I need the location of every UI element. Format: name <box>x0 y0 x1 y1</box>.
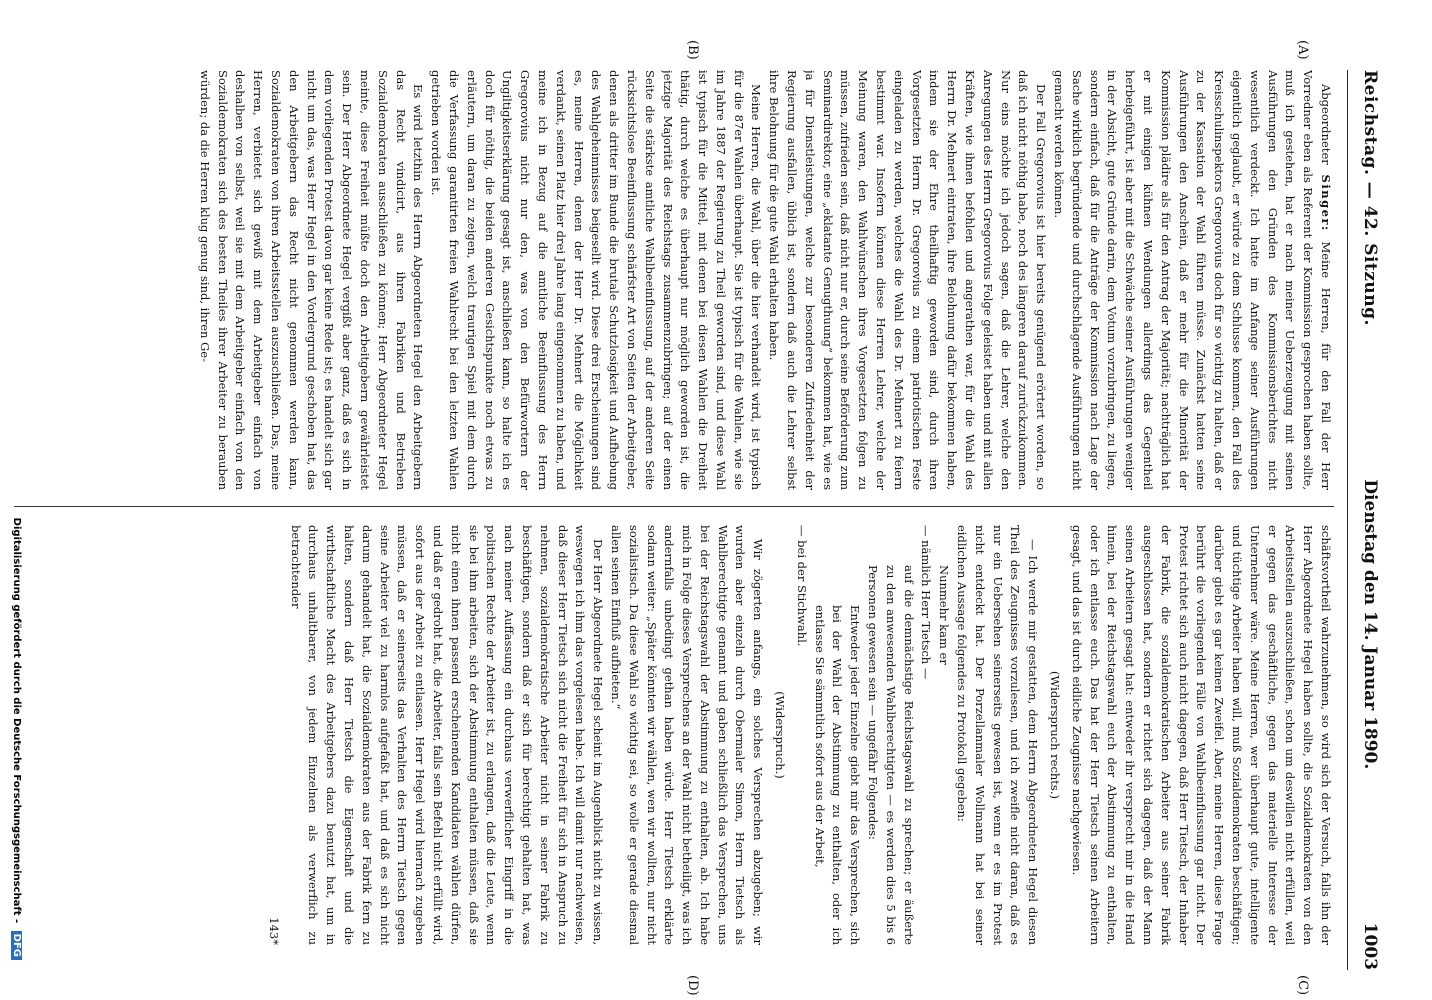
left-column <box>14 70 1334 490</box>
paragraph: schäftsvortheil wahrzunehmen, so wird sich der Versuch, falls ihn der Herr Abgeordnete Hegel haben sollte, die Sozialdemokraten von den Arbeitsstellen auszuschließen, schon um deswillen nicht erfüllen, weil er gegen das geschäftliche, gegen das materielle Interesse der Unternehmer wäre. Meine Herren, wer überhaupt gute, intelligente und tüchtige Arbeiter haben will, muß Sozialdemokraten beschäftigen; darüber giebt es gar keinen Zweifel. Aber, meine Herren, diese Frage berührt die vorliegenden Fälle von Wahlbeeinflussung gar nicht. Der Protest richtet sich auch nicht dagegen, daß Herr Tietsch, der Inhaber der Fabrik, die sozialdemokratischen Arbeiter aus seiner Fabrik ausgeschlossen hat, sondern er richtet sich dagegen, daß der Mann seinen Arbeitern gesagt hat: entweder ihr versprecht mir in die Hand hinein, bei der Reichstagswahl euch der Abstimmung zu enthalten, oder ich entlasse euch. Das hat der Herr Tietsch seinen Arbeitern gesagt, und das ist durch eidliche Zeugnisse nachgewiesen. <box>1069 525 1333 945</box>
paragraph: Der Fall Gregorovius ist hier bereits genügend erörtert worden, so daß ich nicht nöthig habe, noch des längeren darauf zurückzukommen. Nur eins möchte ich jedoch sagen, daß die Lehrer, welche den Anregungen des Herrn Gregorovius Folge geleistet haben und mit allen Kräften, wie ihnen befohlen und angerathen war, für die Wahl des Herrn Dr. Mehnert eintraten, ihre Belohnung dafür bekommen haben, indem sie der Ehre theilhaftig geworden sind, durch ihren Vorgesetzten Herrn Dr. Gregorovius zu einem patriotischen Feste eingeladen zu werden, welches die Wahl des Dr. Mehnert zu feiern bestimmt war. Insofern können diese Herren Lehrer, welche der Meinung waren, den Wahlwünschen ihres Vorgesetzten folgen zu müssen, zufrieden sein, daß nicht nur er, durch seine Beförderung zum Seminardirektor, eine „eklatante Genugthuung“ bekommen hat, wie es ja für Dienstleistungen, welche zur besonderen Zufriedenheit der Regierung ausfallen, üblich ist, sondern daß auch die Lehrer selbst ihre Belohnung für die gute Wahl erhalten haben. <box>767 70 1049 490</box>
paragraph: Der Herr Abgeordnete Hegel scheint im Augenblick nicht zu wissen, weswegen ich ihm das vorgelesen habe. Ich will damit nur nachweisen, daß dieser Herr Tietsch sich nicht die Freiheit für sich in Anspruch zu nehmen, sozialdemokratische Arbeiter nicht in seiner Fabrik zu beschäftigen, sondern daß er sich für berechtigt gehalten hat, was nach meiner Auffassung ein durchaus verwerflicher Eingriff in die politischen Rechte der Arbeiter ist, zu erlangen, daß die Leute, wenn sie bei ihm arbeiten, sich der Abstimmung enthalten müssen, daß sie nicht einen ihnen passend erscheinenden Kandidaten wählen dürfen, und daß er gedroht hat, die Arbeiter, falls sein Befehl nicht erfüllt wird, sofort aus der Arbeit zu entlassen. Herr Hegel wird hiernach zugeben müssen, daß er seinerseits das Verhalten des Herrn Tietsch gegen seine Arbeiter viel zu harmlos aufgefaßt hat, und daß es sich nicht darum gehandelt hat, die Sozialdemokraten aus der Fabrik fern zu halten, sondern daß Herr Tietsch die Eigenschaft und die wirthschaftliche Macht des Arbeitgebers dazu benutzt hat, um in durchaus unhaltbarer, von jedem Einzelnen als verwerflich zu betrachtender <box>288 525 606 945</box>
margin-marker-a: (A) <box>1295 40 1310 60</box>
page-header <box>1347 70 1380 970</box>
speaker-intro: Abgeordneter <box>1319 84 1333 165</box>
digitization-credit <box>11 40 22 960</box>
stage-direction: (Widerspruch rechts.) <box>1048 671 1063 799</box>
paragraph: Wir zögerten anfangs, ein solches Versprechen abzugeben; wir wurden aber einzeln durch Obermaler Simon, Herrn Tietsch als Wahlberechtigte genannt und gaben schließlich das Versprechen, uns bei der Reichstagswahl der Abstimmung zu enthalten, ab. Ich habe mich in Folge dieses Versprechens an der Wahl nicht betheiligt, was ich andernfalls unbedingt gethan haben würde. Herr Tietsch erklärte sodann weiter: „Später könnten wir wählen, wen wir wollten, nur nicht sozialistisch. Da diese Wahl so wichtig sei, so wolle er gerade diesmal allen seinen Einfluß aufbieten.“ <box>608 525 766 945</box>
right-column <box>14 525 1334 945</box>
dfg-logo: DFG <box>11 931 22 960</box>
paragraph: — Ich werde mir gestatten, dem Herrn Abgeordneten Hegel diesen Theil des Zeugnisses vorzulesen, und ich zweifle nicht daran, daß es nur ein Uebersehen seinerseits gewesen ist, wenn er es im Protest nicht entdeckt hat. Der Porzellanmaler Wollmann hat bei seiner eidlichen Aussage folgendes zu Protokoll gegeben: <box>955 525 1041 945</box>
header-session: Reichstag. — 42. Sitzung. <box>1360 70 1380 326</box>
paragraph: Es wird letzthin des Herrn Abgeordneten Hegel den Arbeitgebern das Recht vindicirt, aus ihren Fabriken und Betrieben Sozialdemokraten ausschließen zu können; Herr Abgeordneter Hegel meinte, diese Freiheit müßte doch den Arbeitgebern gewährleistet sein. Der Herr Abgeordnete Hegel vergißt aber ganz, daß es sich in dem vorliegenden Protest davon gar keine Rede ist; es handelt sich gar nicht um das, was Herr Hegel in den Vordergrund geschoben hat, das den Arbeitgebern das Recht nicht genommen werden kann, Sozialdemokraten von ihren Arbeitsstellen auszuschließen. Das, meine Herren, verbietet sich gewiß mit dem Arbeitgeber einfach von deshalben von selbst, weil sie mit dem Arbeitgeber einfach von den Sozialdemokraten sich des besten Theiles ihrer Arbeiter zu berauben würden; da die Herren klug genug sind, ihren Ge- <box>197 70 426 490</box>
stage-direction: (Widerspruch.) <box>773 691 788 779</box>
quote-line: Nunmehr kam er <box>937 565 952 665</box>
header-page-number: 1003 <box>1360 922 1380 970</box>
page-signature: 143* <box>266 917 281 945</box>
column-divider <box>14 506 1334 507</box>
quote-line: — nämlich Herr Tietsch — <box>919 525 934 680</box>
margin-marker-b: (B) <box>685 40 700 60</box>
paragraph: Meine Herren, die Wahl, über die hier verhandelt wird, ist typisch für die 87er Wahlen überhaupt. Sie ist typisch für die Wahlen, wie sie im Jahre 1887 der Regierung zu Theil geworden sind, und diese Wahl ist typisch für die Mittel, mit denen bei diesen Wahlen die Dreiheit thätig, durch welche es überhaupt nur möglich geworden ist, die jetzige Majorität des Reichstags zusammenzubringen; auf der einen Seite die stärkste amtliche Wahlbeeinflussung, auf der anderen Seite rücksichtslose Beeinflussung schärfster Art von Seiten der Arbeitgeber, denen als dritter im Bunde die brutale Schutzlosigkeit und Aufhebung des Wahlgeheimnisses beigesellt wird. Diese drei Erscheinungen sind es, meine Herren, denen der Herr Dr. Mehnert die Möglichkeit verdankt, seinen Platz hier drei Jahre lang eingenommen zu haben, und meine ich in Bezug auf die amtliche Beeinflussung des Herrn Gregorovius nicht nur den, was von den Befürwortern der Ungiltigkeitserklärung gesagt ist, anschließen kann, so halte ich es doch für nöthig, die beiden anderen Gesichtspunkte noch etwas zu erläutern, um daran zu zeigen, welch traurigen Spiel mit dem durch die Verfassung garantirten freien Wahlrecht bei den letzten Wahlen getrieben worden ist. <box>429 70 764 490</box>
paragraph-text: Meine Herren, für den Fall der Herr Vorredner eben als Referent der Kommission gesprochen haben sollte, muß ich gestehen, hat er nach meiner Ueberzeugung mit seinen Ausführungen den Gründen des Kommissionsberichtes nicht wesentlich verdeckt. Ich hatte im Anfange seiner Ausführungen eigentlich geglaubt, er würde zu dem Schlusse kommen, den Fall des Kreisschulinspektors Gregorovius doch für so wichtig zu halten, daß er zu der Kassation der Wahl führen müsse. Zunächst hatten seine Ausführungen den Anschein, daß er mehr für die Minorität der Kommission plädire als für den Antrag der Majorität; nachträglich hat er mit einigen kühnen Wendungen allerdings das Gegentheil herbeigeführt, ist aber mit die Schwäche seiner Ausführungen weniger in der Absicht, gute Gründe darin, dem Votum vorzubringen, zu liegen, sondern einfach, daß für die Anträge der Kommission nach Lage der Sache wirklich begründende und durchschlagende Ausführungen nicht gemacht werden können. <box>1052 70 1333 490</box>
header-date: Dienstag den 14. Januar 1890. <box>1360 479 1380 770</box>
speaker-name: Singer: <box>1319 174 1333 232</box>
margin-marker-d: (D) <box>685 975 700 996</box>
quote-line: auf die demnächstige Reichstagswahl zu sprechen; er äußerte zu den anwesenden Wahlberechtigten — es werden dies 5 bis 6 Personen gewesen sein — ungefähr Folgendes: <box>866 565 916 945</box>
quote-line: — bei der Stichwahl. <box>794 525 809 647</box>
quote-line: Entweder jeder Einzelne giebt mir das Versprechen, sich bei der Wahl der Abstimmung zu enthalten, oder ich entlasse Sie sämmtlich sofort aus der Arbeit, <box>812 605 863 945</box>
paragraph <box>1049 70 1334 490</box>
margin-marker-c: (C) <box>1295 975 1310 996</box>
credit-text: Digitalisierung gefördert durch die Deutsche Forschungsgemeinschaft - <box>11 517 22 924</box>
